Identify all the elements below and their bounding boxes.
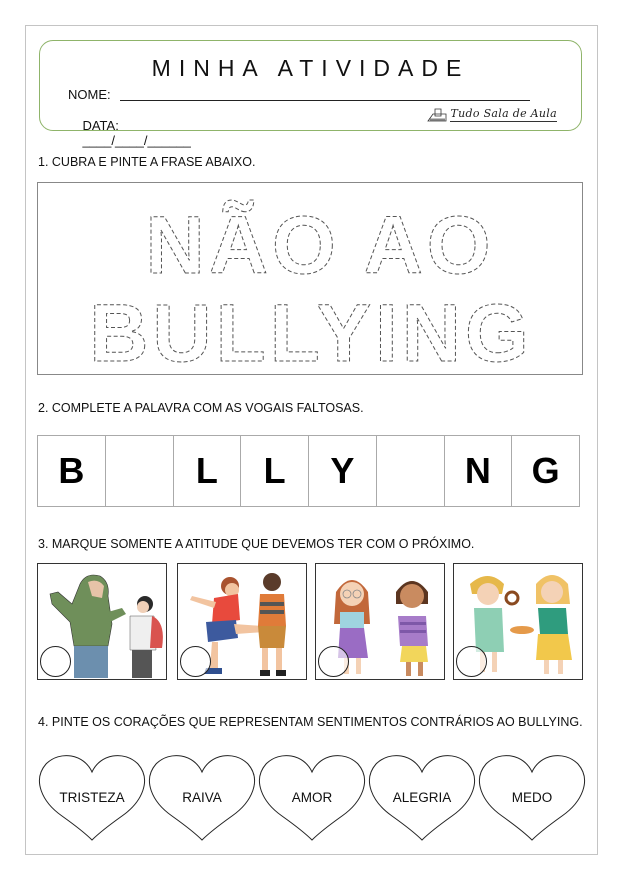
heart-label: ALEGRIA [392, 790, 452, 805]
heart-alegria[interactable] [366, 752, 478, 842]
letter-cell: L [174, 436, 242, 506]
letter-cell: N [445, 436, 513, 506]
heart-label: MEDO [511, 790, 553, 805]
panel-bullying-threat[interactable] [37, 563, 167, 680]
letter-cell: Y [309, 436, 377, 506]
heart-medo[interactable] [476, 752, 588, 842]
panel-teasing[interactable] [315, 563, 445, 680]
question-3-prompt: 3. MARQUE SOMENTE A ATITUDE QUE DEVEMOS TER COM O PRÓXIMO. [38, 537, 475, 551]
heart-label: TRISTEZA [59, 790, 125, 805]
question-2-prompt: 2. COMPLETE A PALAVRA COM AS VOGAIS FALTOSAS. [38, 401, 364, 415]
heart-tristeza[interactable] [36, 752, 148, 842]
heart-amor[interactable] [256, 752, 368, 842]
tracing-area[interactable] [37, 182, 583, 375]
blank-letter-cell[interactable] [106, 436, 174, 506]
dashed-phrase [38, 183, 584, 376]
date-field[interactable] [68, 103, 191, 163]
date-blank: ____/____/______ [82, 133, 191, 148]
letter-cell: L [241, 436, 309, 506]
heart-raiva[interactable] [146, 752, 258, 842]
question-4-prompt: 4. PINTE OS CORAÇÕES QUE REPRESENTAM SENTIMENTOS CONTRÁRIOS AO BULLYING. [38, 715, 583, 729]
feelings-hearts [36, 752, 586, 844]
book-icon [427, 108, 447, 122]
attitude-panels [37, 563, 585, 681]
letter-grid [37, 435, 580, 507]
checkbox-circle[interactable] [40, 646, 71, 677]
worksheet-title: MINHA ATIVIDADE [151, 55, 470, 81]
trace-line-2: BULLYING [89, 288, 533, 376]
date-label: DATA: [82, 118, 119, 133]
header-box [39, 40, 582, 148]
checkbox-circle[interactable] [318, 646, 349, 677]
heart-label: AMOR [291, 790, 333, 805]
letter-cell: B [38, 436, 106, 506]
brand-name: Tudo Sala de Aula [450, 107, 557, 120]
name-field[interactable] [120, 100, 530, 101]
heart-label: RAIVA [182, 790, 222, 805]
trace-line-1: NÃO AO [145, 200, 495, 291]
checkbox-circle[interactable] [456, 646, 487, 677]
letter-cell: G [531, 450, 560, 491]
panel-sharing[interactable] [453, 563, 583, 680]
blank-letter-cell[interactable] [377, 436, 445, 506]
panel-kicking[interactable] [177, 563, 307, 680]
checkbox-circle[interactable] [180, 646, 211, 677]
name-label: NOME: [68, 87, 111, 102]
question-1-prompt: 1. CUBRA E PINTE A FRASE ABAIXO. [38, 155, 256, 169]
brand-logo [427, 107, 557, 122]
